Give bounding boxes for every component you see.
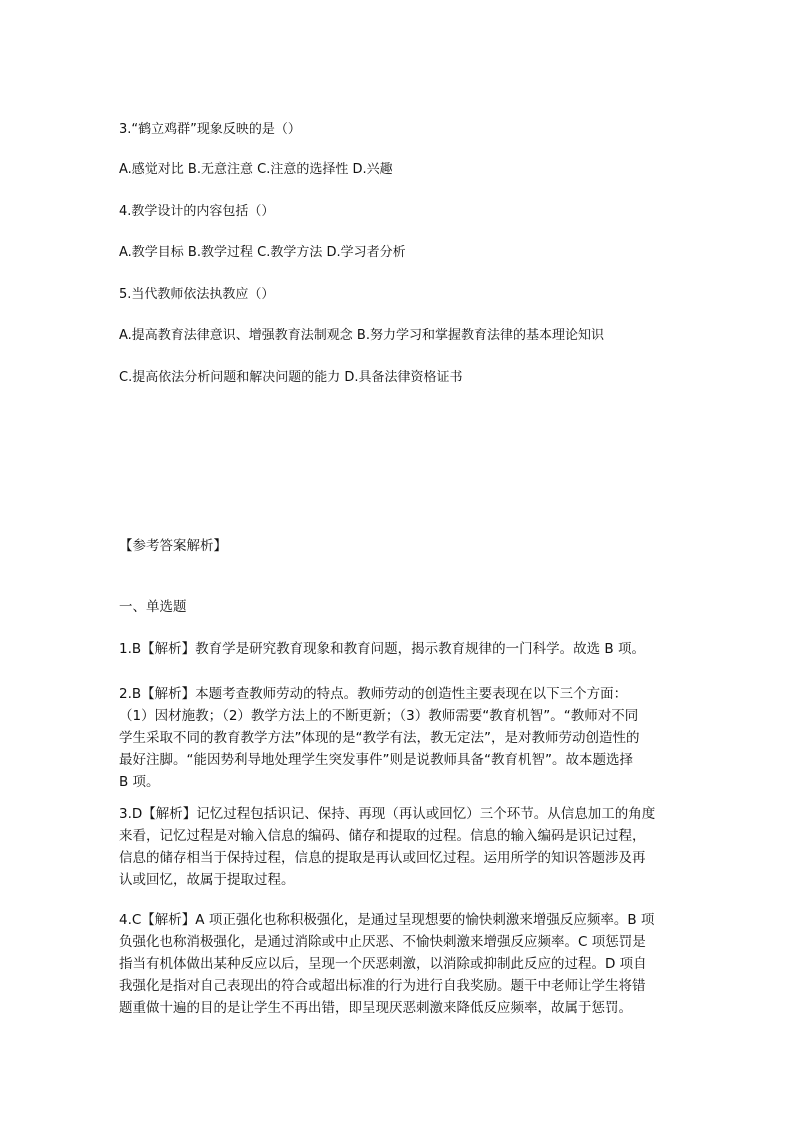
question-4-options: A.教学目标 B.教学过程 C.教学方法 D.学习者分析 xyxy=(119,245,406,260)
question-3-stem: 3.“鹤立鸡群”现象反映的是（） xyxy=(119,122,301,137)
answer-line: 题重做十遍的目的是让学生不再出错，即呈现厌恶刺激来降低反应频率，故属于惩罚。 xyxy=(119,1000,632,1016)
answer-line: 2.B【解析】本题考查教师劳动的特点。教师劳动的创造性主要表现在以下三个方面： xyxy=(119,686,628,702)
answer-line: 学生采取不同的教育教学方法”体现的是“教学有法，教无定法”，是对教师劳动创造性的 xyxy=(119,730,640,746)
answer-line: 3.D【解析】记忆过程包括识记、保持、再现（再认或回忆）三个环节。从信息加工的角度 xyxy=(119,806,656,822)
answer-line: 信息的储存相当于保持过程，信息的提取是再认或回忆过程。运用所学的知识答题涉及再 xyxy=(119,850,646,866)
answer-line: （1）因材施教；（2）教学方法上的不断更新；（3）教师需要“教育机智”。“教师对不同 xyxy=(119,708,639,724)
question-5-options-line-2: C.提高依法分析问题和解决问题的能力 D.具备法律资格证书 xyxy=(119,370,463,385)
answer-section-subtitle: 一、单选题 xyxy=(119,599,187,615)
question-3-options: A.感觉对比 B.无意注意 C.注意的选择性 D.兴趣 xyxy=(119,162,393,177)
answer-line: 指当有机体做出某种反应以后，呈现一个厌恶刺激，以消除或抑制此反应的过程。D 项自 xyxy=(119,956,647,972)
answer-line: 最好注脚。“能因势利导地处理学生突发事件”则是说教师具备“教育机智”。故本题选择 xyxy=(119,752,633,768)
answer-item-4 xyxy=(119,909,675,1019)
answer-line: 来看，记忆过程是对输入信息的编码、储存和提取的过程。信息的输入编码是识记过程， xyxy=(119,828,646,844)
question-4-stem: 4.教学设计的内容包括（） xyxy=(119,204,275,219)
answer-line: 我强化是指对自己表现出的符合或超出标准的行为进行自我奖励。题干中老师让学生将错 xyxy=(119,978,646,994)
answer-item-2 xyxy=(119,683,675,793)
answer-line: 认或回忆，故属于提取过程。 xyxy=(119,872,295,888)
answer-line: 4.C【解析】A 项正强化也称积极强化，是通过呈现想要的愉快刺激来增强反应频率。B 项 xyxy=(119,912,655,928)
answer-item-3 xyxy=(119,803,675,891)
answer-line: 1.B【解析】教育学是研究教育现象和教育问题，揭示教育规律的一门科学。故选 B 项。 xyxy=(119,641,645,657)
answer-section-title: 【参考答案解析】 xyxy=(119,538,227,554)
answer-line: B 项。 xyxy=(119,774,160,790)
question-5-options-line-1: A.提高教育法律意识、增强教育法制观念 B.努力学习和掌握教育法律的基本理论知识 xyxy=(119,328,604,343)
question-5-stem: 5.当代教师依法执教应（） xyxy=(119,287,275,302)
answer-line: 负强化也称消极强化，是通过消除或中止厌恶、不愉快刺激来增强反应频率。C 项惩罚是 xyxy=(119,934,646,950)
answer-item-1 xyxy=(119,638,675,660)
